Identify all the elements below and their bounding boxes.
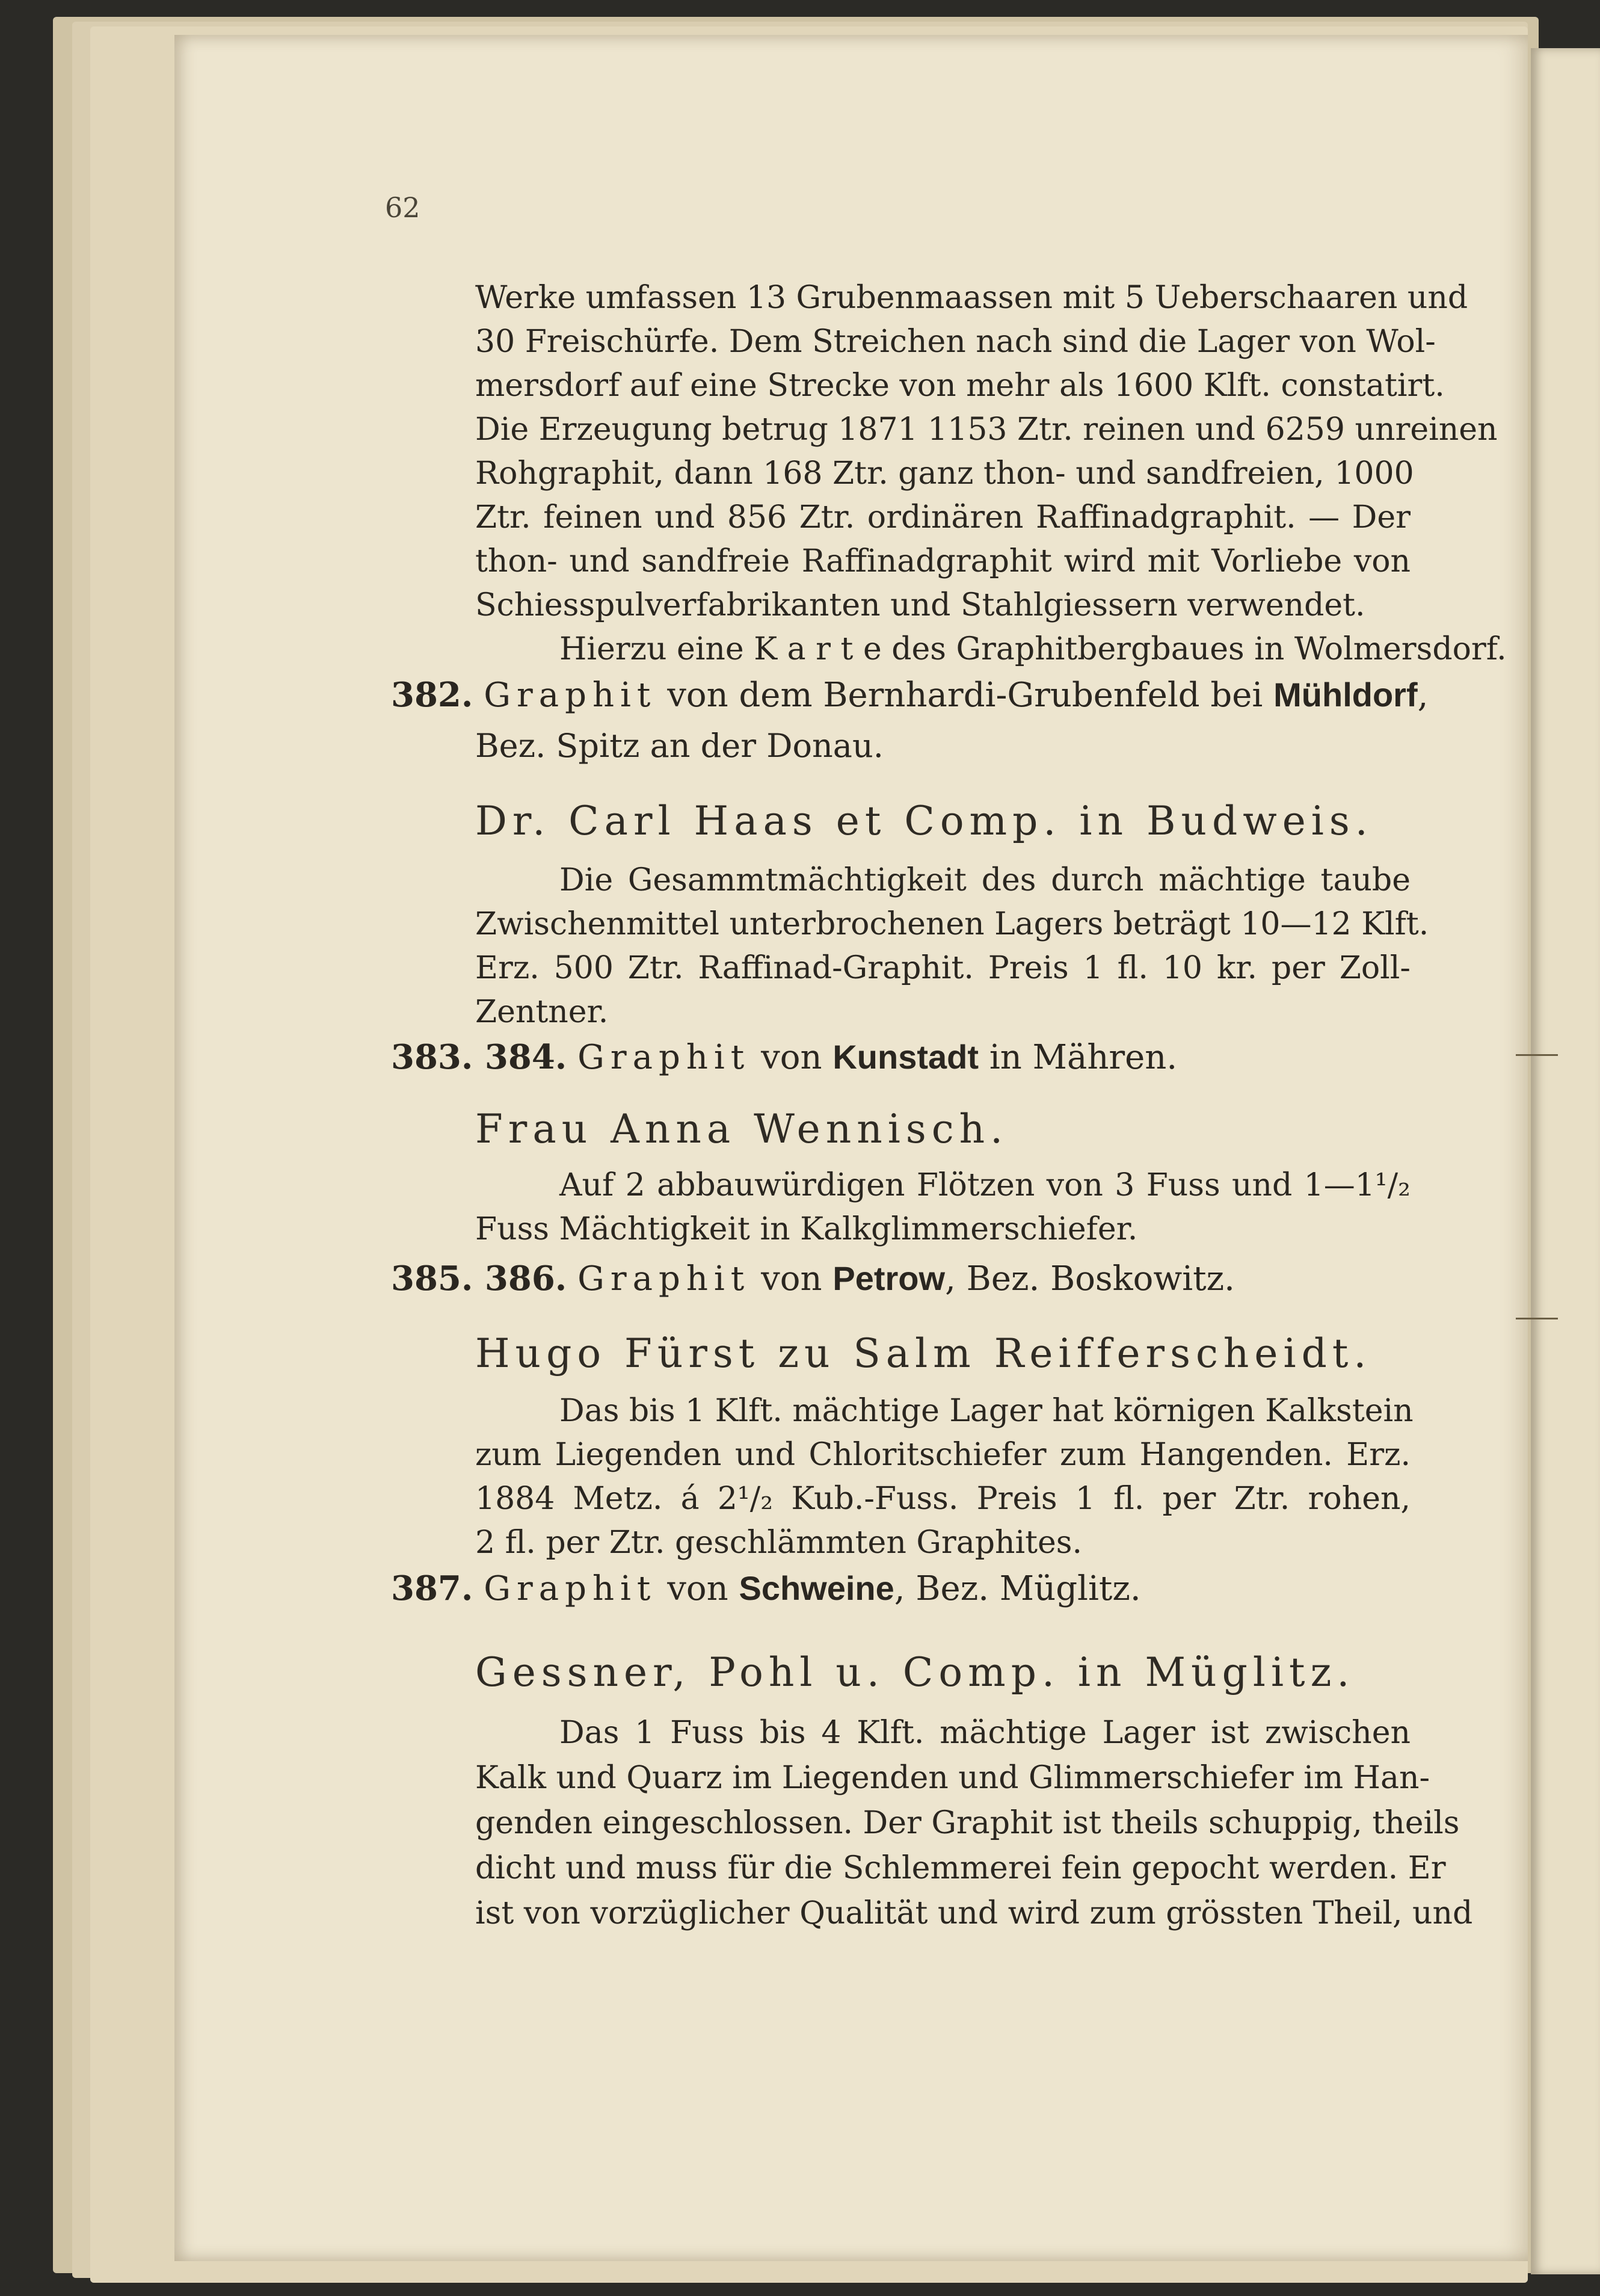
facing-page-mark xyxy=(1516,1318,1558,1319)
catalog-entry-382 xyxy=(391,671,1429,719)
entry-text: von xyxy=(761,1259,822,1298)
text-line: Fuss Mächtigkeit in Kalkglimmerschiefer. xyxy=(475,1211,1138,1247)
text-line: dicht und muss für die Schlemmerei fein gepocht werden. Er xyxy=(475,1850,1446,1886)
text-line: Kalk und Quarz im Liegenden und Glimmerschiefer im Han- xyxy=(475,1760,1430,1796)
entry-place: Mühldorf xyxy=(1273,676,1418,714)
entry-text-after: , Bez. Boskowitz. xyxy=(945,1259,1235,1298)
entry-number: 382. xyxy=(391,675,473,715)
entry-number: 387. xyxy=(391,1569,473,1608)
section-heading: Dr. Carl Haas et Comp. in Budweis. xyxy=(475,798,1373,844)
entry-text: von xyxy=(761,1038,822,1077)
text-line: 1884 Metz. á 2¹/₂ Kub.-Fuss. Preis 1 fl. per Ztr. rohen, xyxy=(475,1481,1411,1517)
text-line: genden eingeschlossen. Der Graphit ist theils schuppig, theils xyxy=(475,1805,1460,1841)
entry-item: Graphit xyxy=(577,1038,751,1077)
entry-text: von dem Bernhardi-Grubenfeld bei xyxy=(667,676,1263,715)
catalog-entry-387 xyxy=(391,1564,1414,1612)
section-heading: Hugo Fürst zu Salm Reifferscheidt. xyxy=(475,1330,1372,1377)
text-line: Zwischenmittel unterbrochenen Lagers beträgt 10—12 Klft. xyxy=(475,906,1429,942)
text-line: 30 Freischürfe. Dem Streichen nach sind die Lager von Wol- xyxy=(475,324,1436,360)
text-line: mersdorf auf eine Strecke von mehr als 1600 Klft. constatirt. xyxy=(475,368,1445,404)
entry-item: Graphit xyxy=(484,1569,657,1608)
text-line: Das 1 Fuss bis 4 Klft. mächtige Lager ist zwischen xyxy=(559,1715,1411,1751)
text-line: zum Liegenden und Chloritschiefer zum Hangenden. Erz. xyxy=(475,1437,1411,1473)
section-heading: Gessner, Pohl u. Comp. in Müglitz. xyxy=(475,1649,1355,1696)
entry-item: Graphit xyxy=(484,676,657,715)
text-line: Rohgraphit, dann 168 Ztr. ganz thon- und sandfreien, 1000 xyxy=(475,455,1414,492)
text-line: Werke umfassen 13 Grubenmaassen mit 5 Ueberschaaren und xyxy=(475,280,1468,316)
entry-number: 383. 384. xyxy=(391,1037,567,1077)
entry-text-after: , Bez. Müglitz. xyxy=(894,1569,1141,1608)
text-line: 2 fl. per Ztr. geschlämmten Graphites. xyxy=(475,1525,1083,1561)
entry-place: Kunstadt xyxy=(832,1038,979,1076)
entry-number: 385. 386. xyxy=(391,1259,567,1298)
text-line: Die Erzeugung betrug 1871 1153 Ztr. reinen und 6259 unreinen xyxy=(475,412,1498,448)
page-number: 62 xyxy=(385,191,420,224)
text-line: thon- und sandfreie Raffinadgraphit wird mit Vorliebe von xyxy=(475,543,1411,579)
section-heading: Frau Anna Wennisch. xyxy=(475,1106,1009,1152)
text-line: Erz. 500 Ztr. Raffinad-Graphit. Preis 1 fl. 10 kr. per Zoll- xyxy=(475,950,1411,986)
entry-place: Schweine xyxy=(739,1569,894,1607)
entry-text: von xyxy=(667,1569,728,1608)
catalog-entry-383 xyxy=(391,1033,1414,1081)
text-line: Zentner. xyxy=(475,994,609,1030)
facing-page-mark xyxy=(1516,1054,1558,1056)
entry-item: Graphit xyxy=(577,1259,751,1298)
entry-text-after: , xyxy=(1417,676,1429,715)
text-line: Auf 2 abbauwürdigen Flötzen von 3 Fuss und 1—1¹/₂ xyxy=(559,1167,1411,1203)
text-line: Das bis 1 Klft. mächtige Lager hat körnigen Kalkstein xyxy=(559,1393,1414,1429)
text-line: Schiesspulverfabrikanten und Stahlgiessern verwendet. xyxy=(475,587,1365,623)
entry-place: Petrow xyxy=(832,1259,946,1297)
text-line: ist von vorzüglicher Qualität und wird zum grössten Theil, und xyxy=(475,1895,1473,1931)
entry-text-after: in Mähren. xyxy=(989,1038,1178,1077)
facing-page-edge xyxy=(1531,48,1600,2274)
catalog-entry-385 xyxy=(391,1254,1414,1303)
text-line: Bez. Spitz an der Donau. xyxy=(475,727,884,765)
text-line: Die Gesammtmächtigkeit des durch mächtige taube xyxy=(559,862,1411,898)
text-line: Ztr. feinen und 856 Ztr. ordinären Raffinadgraphit. — Der xyxy=(475,499,1411,535)
map-note: Hierzu eine K a r t e des Graphitbergbaues in Wolmersdorf. xyxy=(559,631,1507,667)
